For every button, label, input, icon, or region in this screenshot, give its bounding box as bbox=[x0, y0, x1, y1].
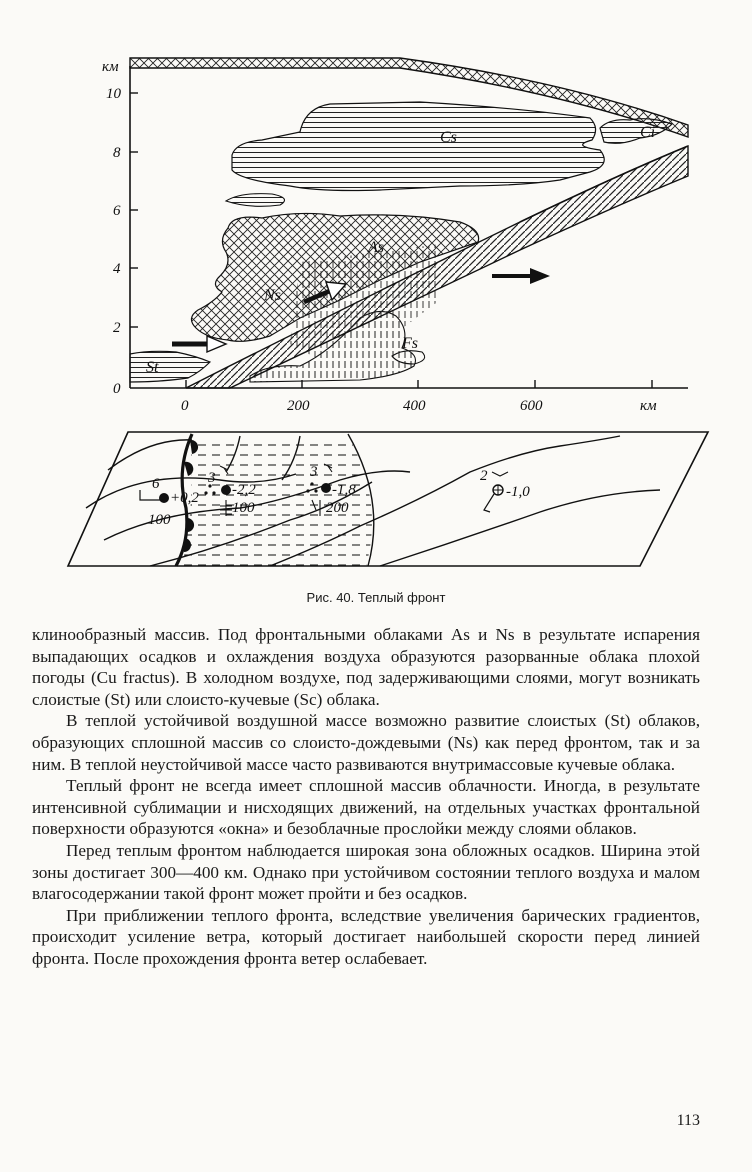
st-cloud bbox=[130, 351, 210, 382]
station-2-tendency: -2,2 bbox=[232, 482, 256, 498]
synoptic-map bbox=[68, 432, 708, 566]
y-axis-unit: км bbox=[102, 59, 119, 75]
station-1-tendency: +0,2 bbox=[170, 490, 199, 506]
paragraph: клинообразный массив. Под фронтальными облаками As и Ns в результате испарения выпадающих осадков и охлаждения воздуха образуются разорванные облака плохой погоды (Cu fractus). В холодном воздухе, под задерживающими слоями, могут возникать слоистые (St) или слоисто-кучевые (Sc) облака. bbox=[32, 625, 700, 709]
cross-section bbox=[102, 58, 688, 414]
x-tick-label: 200 bbox=[287, 398, 310, 414]
y-tick-label: 4 bbox=[113, 261, 121, 277]
station-4-cloud: 2 bbox=[480, 468, 488, 484]
lens-cloud bbox=[226, 194, 285, 207]
page-number: 113 bbox=[676, 1112, 700, 1129]
paragraph: Перед теплым фронтом наблюдается широкая зона обложных осадков. Ширина этой зоны достигает 300—400 км. Однако при устойчивом состоянии теплого воздуха и малом влагосодержании такой фронт может пройти и без осадков. bbox=[32, 840, 700, 904]
station-1-cloud: 6 bbox=[152, 476, 160, 492]
figure-caption: Рис. 40. Теплый фронт bbox=[306, 590, 446, 605]
x-axis-unit: км bbox=[640, 398, 657, 414]
station-3-cloud: 3 bbox=[310, 464, 318, 480]
label-ns: Ns bbox=[264, 287, 281, 304]
label-st: St bbox=[146, 359, 159, 376]
x-tick-label: 400 bbox=[403, 398, 426, 414]
y-tick-label: 6 bbox=[113, 203, 121, 219]
y-tick-label: 0 bbox=[113, 381, 121, 397]
paragraph: Теплый фронт не всегда имеет сплошной массив облачности. Иногда, в результате интенсивной сублимации и нисходящих движений, на отдельных участках фронтальной поверхности образуются «окна» и безоблачные прослойки между слоями облаков. bbox=[32, 776, 700, 839]
label-ci: Ci bbox=[640, 124, 656, 141]
paragraph: В теплой устойчивой воздушной массе возможно развитие слоистых (St) облаков, образующих сплошной массив со слоисто-дождевыми (Ns) как перед фронтом, так и за ним. В теплой неустойчивой массе часто развиваются внутримассовые кучевые облака. bbox=[32, 711, 700, 774]
station-1-height: 100 bbox=[148, 512, 171, 528]
station-2-cloud: 3 bbox=[208, 470, 216, 486]
paragraph: При приближении теплого фронта, вследствие увеличения барических градиентов, происходит усиление ветра, который достигает наибольшей скорости перед линией фронта. После прохождения фронта ветер ослабевает. bbox=[32, 905, 700, 968]
y-tick-label: 8 bbox=[113, 145, 121, 161]
cs-cloud bbox=[232, 102, 604, 191]
station-3-tendency: -1,8 bbox=[332, 482, 356, 498]
y-tick-label: 2 bbox=[113, 320, 121, 336]
station-4-tendency: -1,0 bbox=[506, 484, 530, 500]
label-fs: Fs bbox=[402, 335, 418, 352]
station-4 bbox=[480, 468, 530, 512]
front-motion-arrow bbox=[492, 268, 550, 284]
station-3-height: 200 bbox=[326, 500, 349, 516]
y-tick-label: 10 bbox=[106, 86, 121, 102]
station-2-height: 100 bbox=[232, 500, 255, 516]
ci-cloud bbox=[600, 119, 672, 144]
body-text bbox=[32, 624, 700, 970]
x-tick-label: 0 bbox=[181, 398, 189, 414]
x-tick-label: 600 bbox=[520, 398, 543, 414]
label-cs: Cs bbox=[440, 129, 457, 146]
label-as: As bbox=[368, 239, 384, 256]
